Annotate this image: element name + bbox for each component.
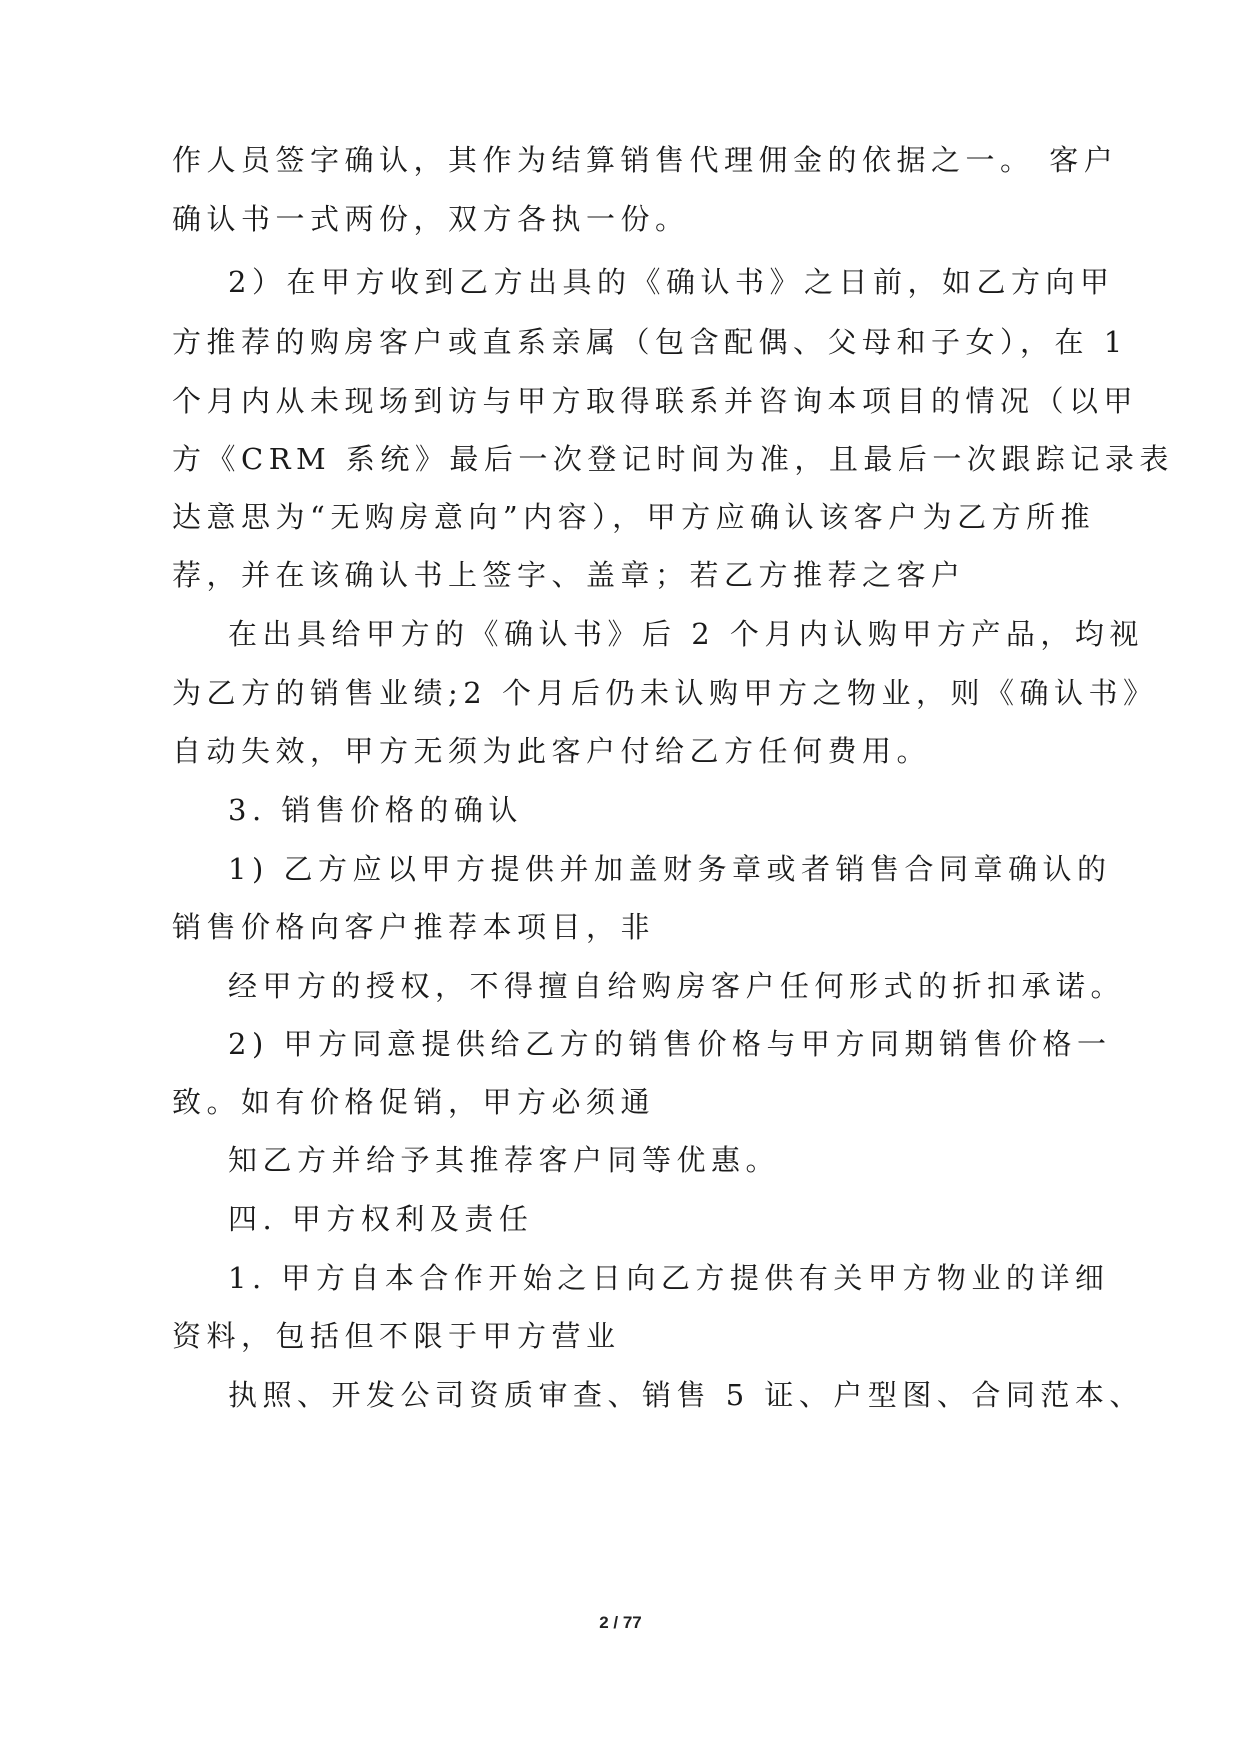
text-line: 方《CRM 系统》最后一次登记时间为准，且最后一次跟踪记录表 — [172, 442, 1174, 476]
text-line: 在出具给甲方的《确认书》后 2 个月内认购甲方产品，均视 — [228, 617, 1144, 651]
page-number: 2 / 77 — [599, 1613, 642, 1632]
text-line: 1) 乙方应以甲方提供并加盖财务章或者销售合同章确认的 — [228, 852, 1112, 886]
text-line: 确认书一式两份，双方各执一份。 — [172, 202, 690, 236]
text-line: 作人员签字确认，其作为结算销售代理佣金的依据之一。 客户 — [172, 143, 1119, 177]
text-line: 致。如有价格促销，甲方必须通 — [172, 1085, 656, 1119]
section-heading: 3. 销售价格的确认 — [228, 793, 523, 827]
text-line: 达意思为“无购房意向”内容），甲方应确认该客户为乙方所推 — [172, 500, 1096, 534]
text-line: 荐，并在该确认书上签字、盖章；若乙方推荐之客户 — [172, 558, 966, 592]
text-line: 为乙方的销售业绩;2 个月后仍未认购甲方之物业，则《确认书》 — [172, 676, 1158, 710]
section-heading: 四. 甲方权利及责任 — [228, 1202, 534, 1236]
text-line: 1. 甲方自本合作开始之日向乙方提供有关甲方物业的详细 — [228, 1261, 1110, 1295]
text-line: 个月内从未现场到访与甲方取得联系并咨询本项目的情况（以甲 — [172, 384, 1139, 418]
text-line: 2）在甲方收到乙方出具的《确认书》之日前，如乙方向甲 — [228, 265, 1115, 299]
text-line: 2) 甲方同意提供给乙方的销售价格与甲方同期销售价格一 — [228, 1027, 1112, 1061]
text-line: 方推荐的购房客户或直系亲属（包含配偶、父母和子女），在 1 — [172, 325, 1128, 359]
text-line: 销售价格向客户推荐本项目，非 — [172, 910, 656, 944]
text-line: 资料，包括但不限于甲方营业 — [172, 1319, 621, 1353]
text-line: 自动失效，甲方无须为此客户付给乙方任何费用。 — [172, 734, 932, 768]
text-line: 知乙方并给予其推荐客户同等优惠。 — [228, 1143, 781, 1177]
text-line: 执照、开发公司资质审查、销售 5 证、户型图、合同范本、 — [228, 1378, 1144, 1412]
text-line: 经甲方的授权，不得擅自给购房客户任何形式的折扣承诺。 — [228, 969, 1126, 1003]
